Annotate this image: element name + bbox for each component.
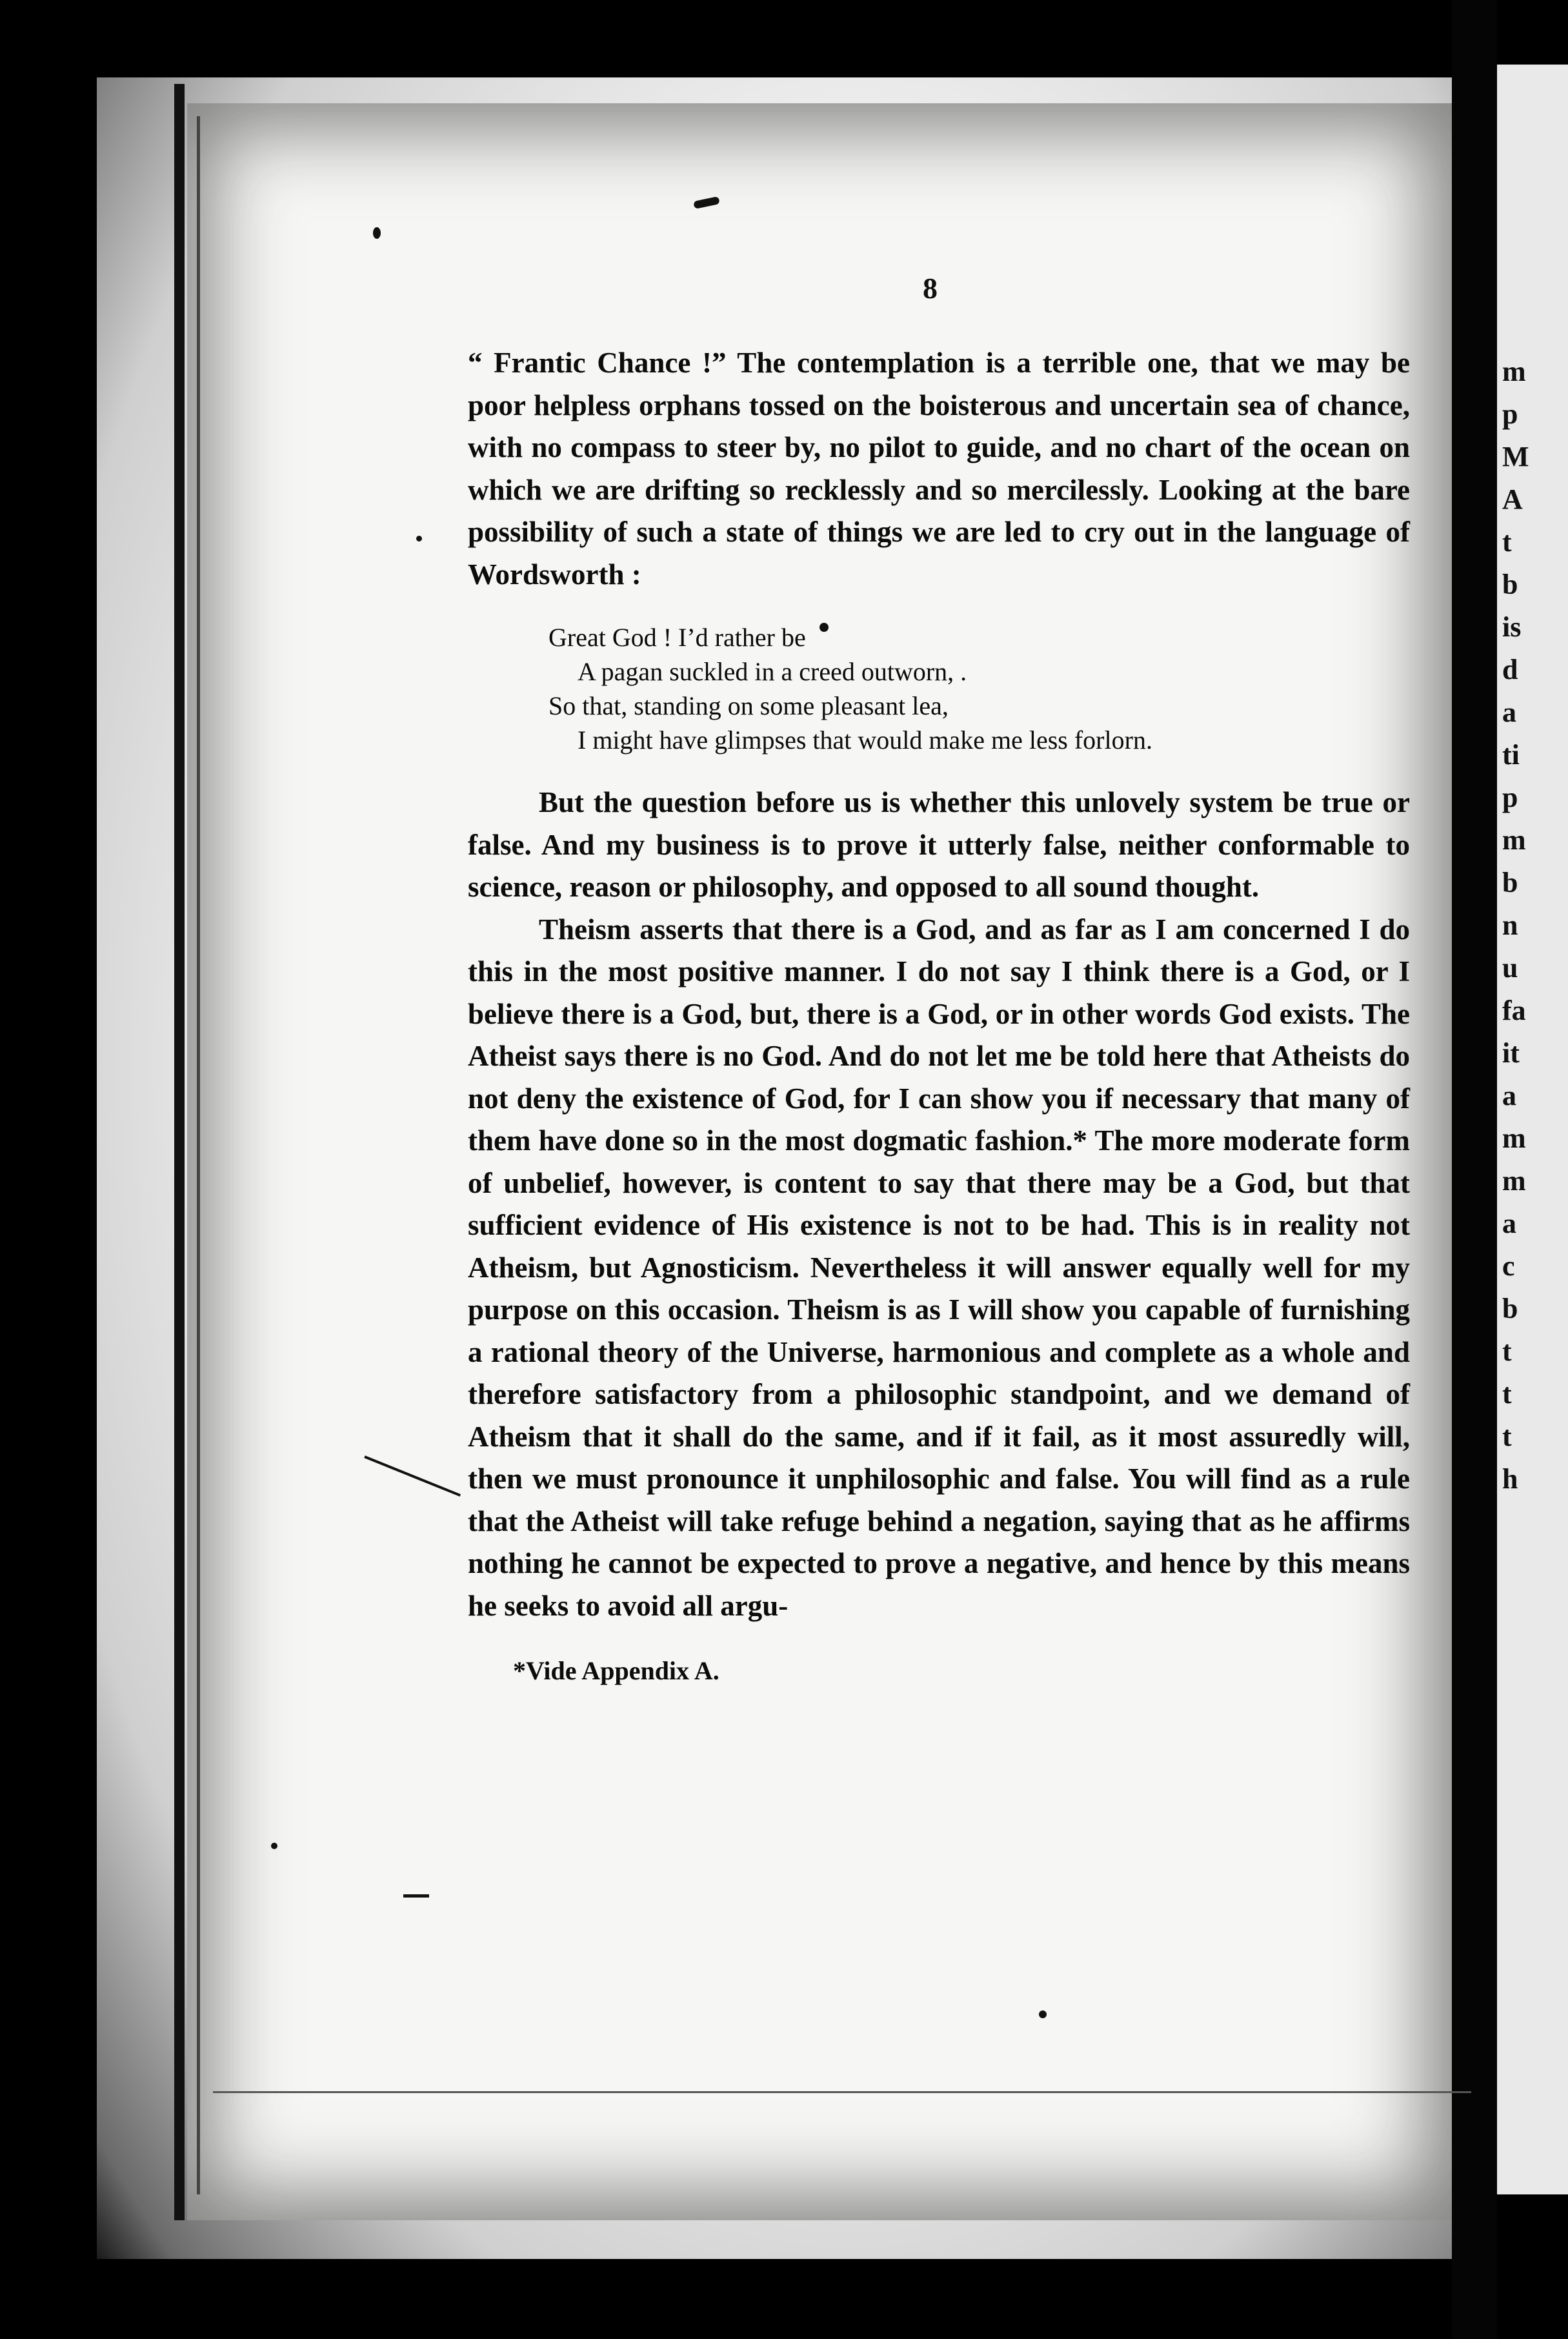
poem-quote — [548, 620, 1410, 757]
facing-page-edge — [1497, 65, 1568, 2194]
poem-line: Great God ! I’d rather be — [548, 623, 806, 652]
facing-page-fragment: h — [1502, 1463, 1518, 1495]
facing-page-fragment: m — [1502, 824, 1526, 856]
poem-line: I might have glimpses that would make me less forlorn. — [578, 725, 1152, 754]
facing-page-fragment: t — [1502, 1378, 1512, 1410]
facing-page-fragment: is — [1502, 611, 1522, 643]
facing-page-fragment: b — [1502, 867, 1518, 898]
facing-page-fragment: it — [1502, 1037, 1520, 1069]
facing-page-fragment: A — [1502, 483, 1523, 515]
binding-edge — [174, 84, 185, 2220]
ink-speck — [373, 227, 381, 239]
ink-mark — [403, 1894, 429, 1898]
footnote: *Vide Appendix A. — [513, 1656, 719, 1685]
facing-page-fragment: m — [1502, 1165, 1526, 1197]
page-number: 8 — [923, 272, 938, 305]
facing-page-fragment: t — [1502, 526, 1512, 558]
facing-page-fragment: n — [1502, 909, 1518, 941]
facing-page-fragment: t — [1502, 1335, 1512, 1367]
poem-line: A pagan suckled in a creed outworn, . — [578, 657, 967, 686]
facing-page-fragment: a — [1502, 696, 1516, 728]
facing-page-fragment: b — [1502, 1293, 1518, 1324]
facing-page-fragment: d — [1502, 654, 1518, 685]
facing-page-fragment: M — [1502, 441, 1529, 472]
facing-page-fragment: t — [1502, 1421, 1512, 1452]
facing-page-fragment: m — [1502, 1122, 1526, 1154]
facing-page-fragment: a — [1502, 1208, 1516, 1239]
page-bottom-rule — [213, 2091, 1471, 2093]
facing-page-fragment: a — [1502, 1080, 1516, 1111]
facing-page-fragment: c — [1502, 1250, 1515, 1282]
paragraph: But the question before us is whether this unlovely system be true or false. And my business is to prove it utterly false, neither conformable to science, reason or philosophy, and opposed to all sound thought. — [468, 786, 1410, 903]
facing-page-fragment: ti — [1502, 739, 1520, 771]
facing-page-fragment: p — [1502, 398, 1518, 430]
ink-speck — [416, 536, 422, 542]
page-body — [468, 342, 1410, 1686]
paragraph: “ Frantic Chance !” The contemplation is a terrible one, that we may be poor helpless orphans tossed on the boisterous and uncertain sea of chance, with no compass to steer by, no pilot to guide, and no chart of the ocean on which we are drifting so recklessly and so mercilessly. Looking at the bare possibility of such a state of things we are led to cry out in the language of Wordsworth : — [468, 347, 1410, 591]
binding-edge-inner — [197, 116, 200, 2194]
facing-page-fragment: p — [1502, 782, 1518, 813]
facing-page-fragment: b — [1502, 569, 1518, 600]
gutter-shadow — [1452, 0, 1497, 2339]
facing-page-fragment: m — [1502, 356, 1526, 387]
facing-page-fragment: u — [1502, 952, 1518, 984]
facing-page-fragment: fa — [1502, 995, 1526, 1026]
poem-line: So that, standing on some pleasant lea, — [548, 691, 949, 720]
paragraph: Theism asserts that there is a God, and as far as I am concerned I do this in the most positive manner. I do not say I think there is a God, or I believe there is a God, but, there is a God, or in other words God exists. The Atheist says there is no God. And do not let me be told here that Atheists do not deny the existence of God, for I can show you if necessary that many of them have done so in the most dogmatic fashion.* The more moderate form of unbelief, however, is content to say that there may be a God, but that sufficient evidence of His existence is not to be had. This is in reality not Atheism, but Agnosticism. Nevertheless it will answer equally well for my purpose on this occasion. Theism is as I will show you capable of furnishing a rational theory of the Universe, harmonious and complete as a whole and therefore satisfactory from a philosophic standpoint, and we demand of Atheism that it shall do the same, and if it fail, as it most assuredly will, then we must pronounce it unphilosophic and false. You will find as a rule that the Atheist will take refuge behind a negation, saying that as he affirms nothing he cannot be expected to prove a negative, and hence by this means he seeks to avoid all argu- — [468, 913, 1410, 1622]
ink-speck — [271, 1843, 277, 1849]
ink-speck — [1039, 2010, 1047, 2018]
